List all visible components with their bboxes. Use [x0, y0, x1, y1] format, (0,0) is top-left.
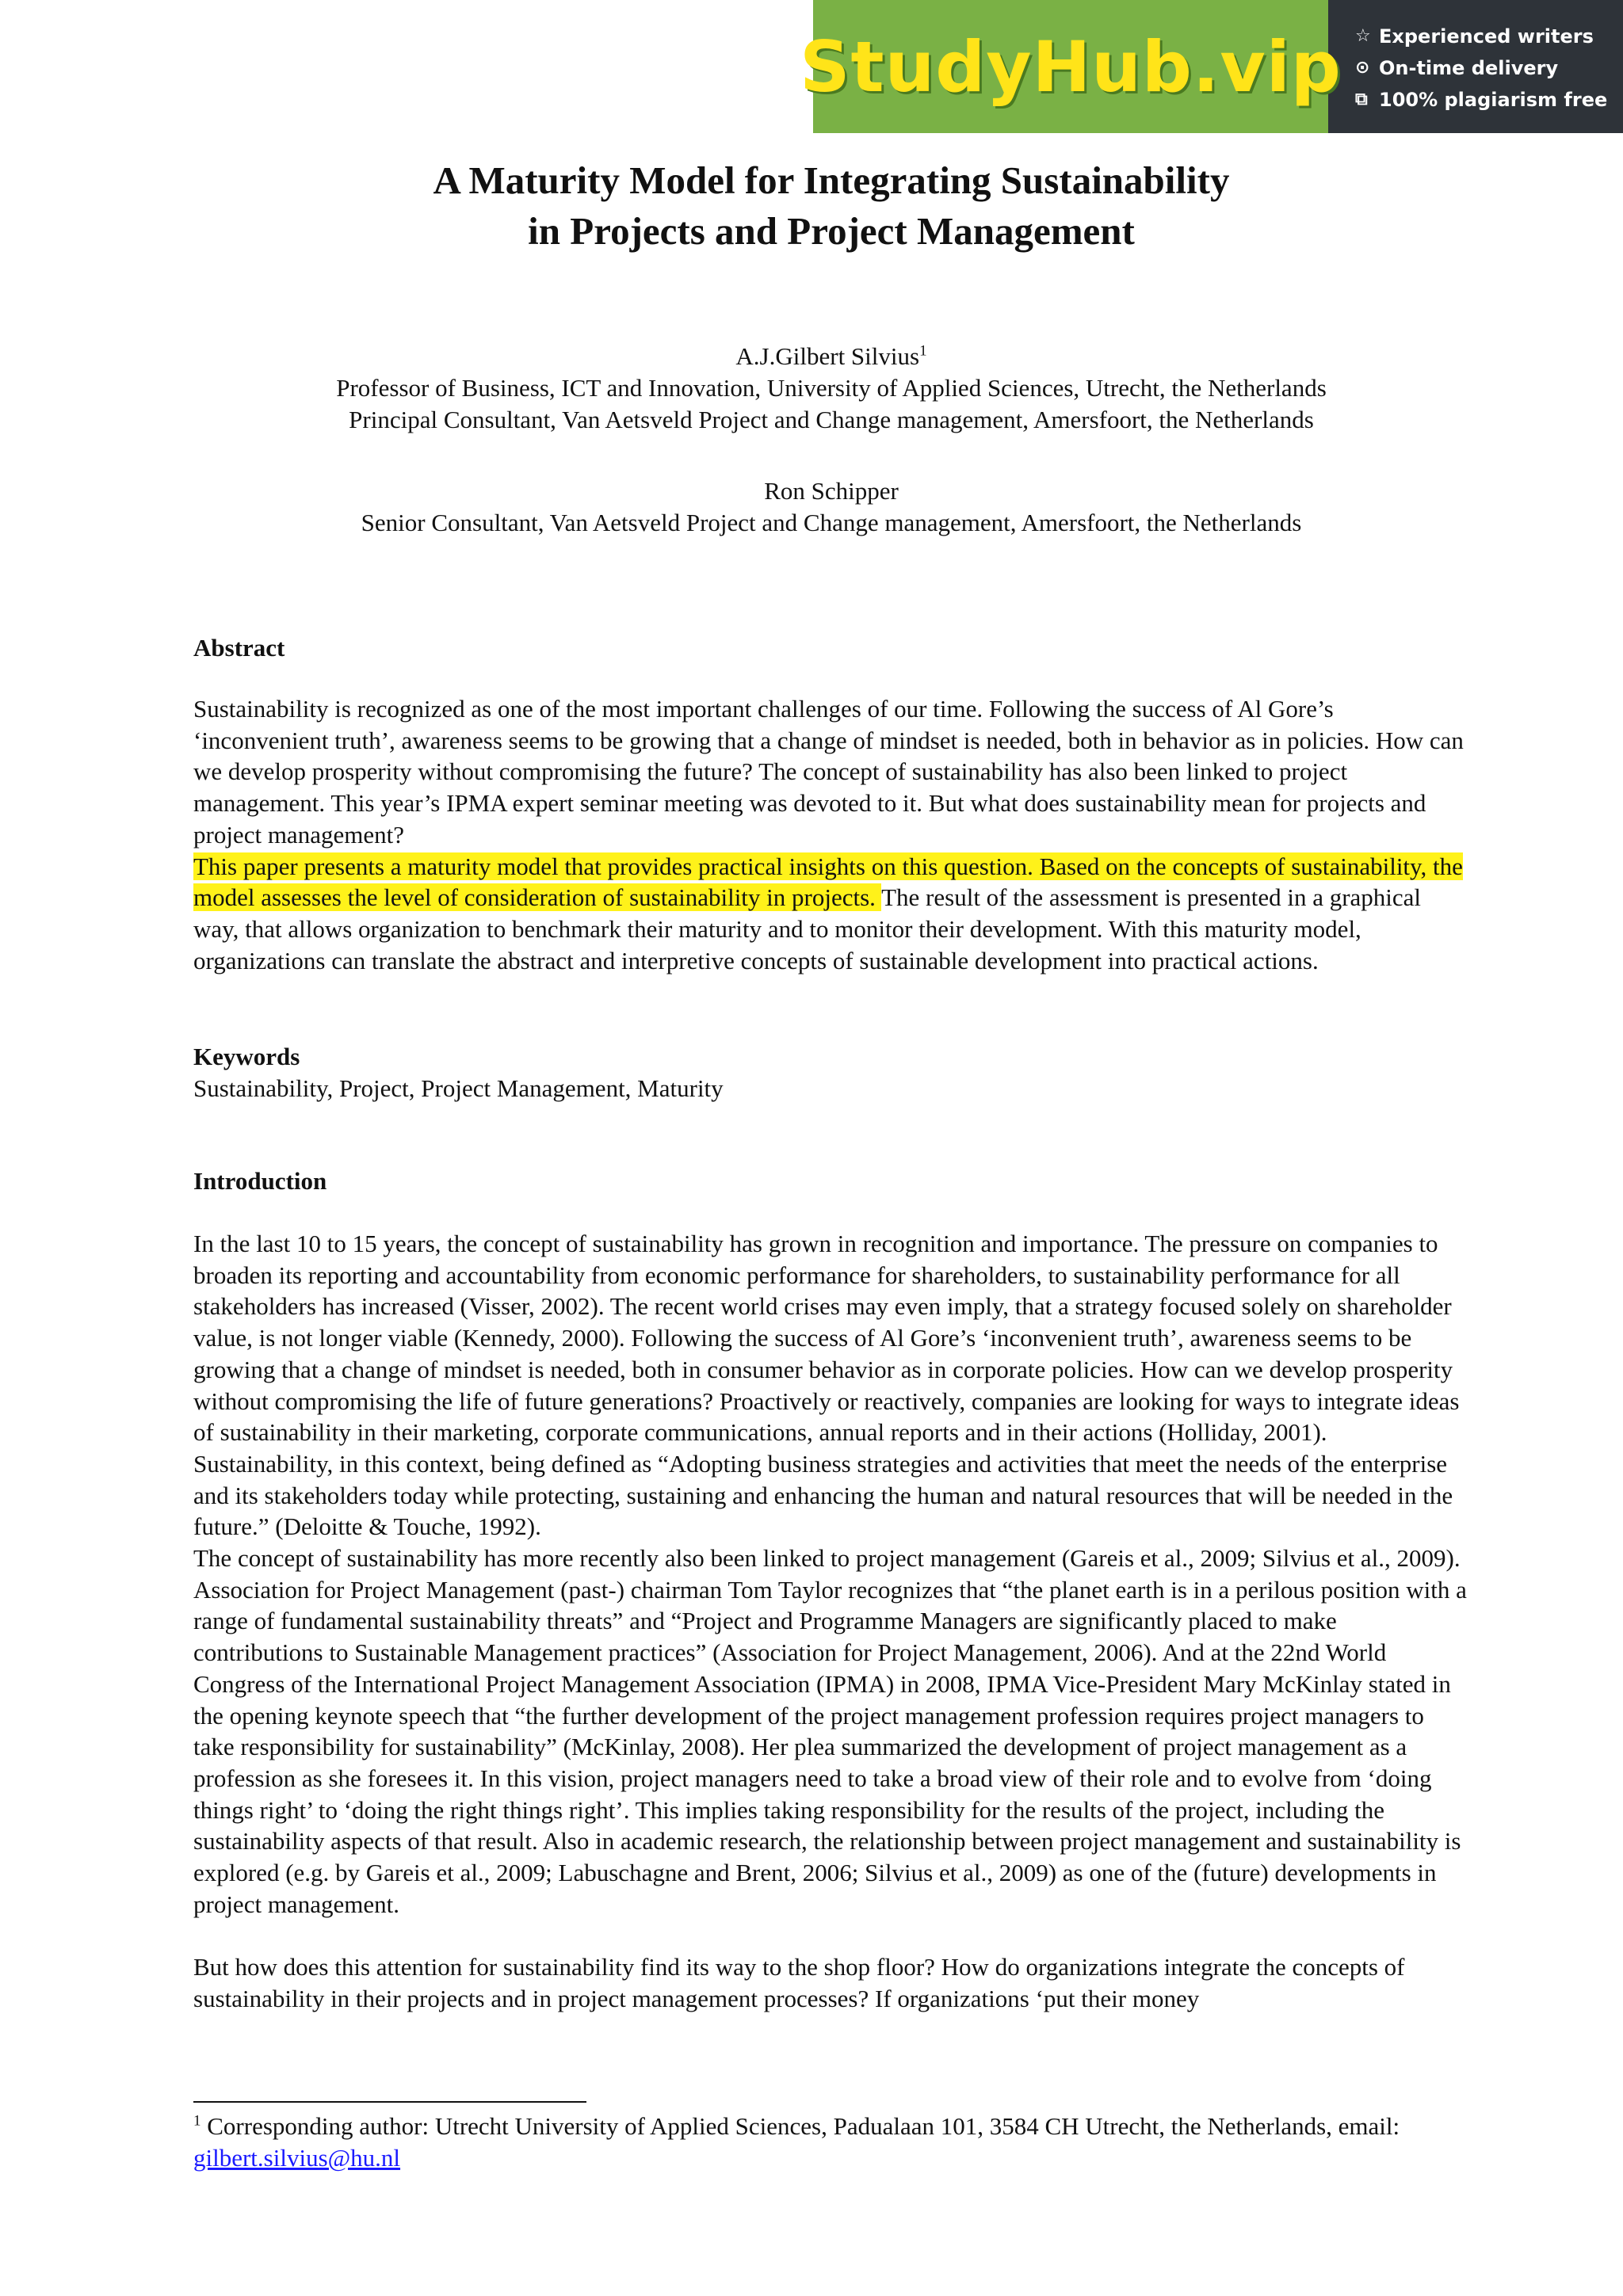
- feature-item: [1355, 52, 1617, 84]
- ad-banner[interactable]: [800, 0, 1623, 133]
- introduction-paragraph: The concept of sustainability has more recently also been linked to project management (Gareis et al., 2009; Silvius et al., 2009). Association for Project Management (past-) chairman Tom Taylor recognizes that “the planet earth is in a perilous position with a range of fundamental sustainability threats” and “Project and Programme Managers are significantly placed to make contributions to Sustainable Management practices” (Association for Project Management, 2006). And at the 22nd World Congress of the International Project Management Association (IPMA) in 2008, IPMA Vice-President Mary McKinlay stated in the opening keynote speech that “the further development of the project management profession requires project managers to take responsibility for sustainability” (McKinlay, 2008). Her plea summarized the development of project management as a profession as she foresees it. In this vision, project managers need to take a broad view of their role and to evolve from ‘doing things right’ to ‘doing the right things right’. This implies taking responsibility for the results of the project, including the sustainability aspects of that result. Also in academic research, the relationship between project management and sustainability is explored (e.g. by Gareis et al., 2009; Labuschagne and Brent, 2006; Silvius et al., 2009) as one of the (future) developments in project management.: [193, 1544, 1467, 1918]
- feature-text: 100% plagiarism free: [1379, 89, 1608, 111]
- keywords-list: Sustainability, Project, Project Management, Maturity: [193, 1074, 724, 1102]
- clock-icon: ⊙: [1355, 58, 1370, 78]
- author-block-2: [193, 475, 1469, 539]
- feature-item: [1355, 21, 1617, 52]
- footnote-marker: 1: [193, 2112, 201, 2130]
- introduction-body: [193, 1228, 1469, 2015]
- copy-icon: ⧉: [1355, 90, 1368, 109]
- highlighted-text: This paper presents a maturity model that provides practical insights on this question. Based on the concepts of sustainability, the model assesses the level of consideration of sustainability in projects.: [193, 852, 1463, 912]
- abstract-body: [193, 693, 1469, 976]
- author-affiliation: Principal Consultant, Van Aetsveld Project and Change management, Amersfoort, the Netherlands: [349, 406, 1314, 433]
- email-link[interactable]: gilbert.silvius@hu.nl: [193, 2144, 401, 2172]
- keywords-heading: Keywords: [193, 1043, 300, 1070]
- author-block-1: [193, 341, 1469, 436]
- brand-logo-box[interactable]: [800, 0, 1342, 133]
- introduction-paragraph: But how does this attention for sustainability find its way to the shop floor? How do organizations integrate the concepts of sustainability in their projects and in project management processes? If organizations ‘put their money: [193, 1953, 1405, 2013]
- author-affiliation: Senior Consultant, Van Aetsveld Project and Change management, Amersfoort, the Netherlands: [361, 509, 1302, 536]
- author-name: Ron Schipper: [764, 477, 899, 505]
- introduction-paragraph: In the last 10 to 15 years, the concept of sustainability has grown in recognition and importance. The pressure on companies to broaden its reporting and accountability from economic performance for shareholders, to sustainability performance for all stakeholders has increased (Visser, 2002). The recent world crises may even imply, that a strategy focused solely on shareholder value, is not longer viable (Kennedy, 2000). Following the success of Al Gore’s ‘inconvenient truth’, awareness seems to be growing that a change of mindset is needed, both in consumer behavior as in corporate policies. How can we develop prosperity without compromising the life of future generations? Proactively or reactively, companies are looking for ways to integrate ideas of sustainability in their marketing, corporate communications, annual reports and in their actions (Holliday, 2001). Sustainability, in this context, being defined as “Adopting business strategies and activities that meet the needs of the enterprise and its stakeholders today while protecting, sustaining and enhancing the human and natural resources that will be needed in the future.” (Deloitte & Touche, 1992).: [193, 1230, 1460, 1541]
- title-line-2: in Projects and Project Management: [528, 209, 1135, 253]
- footnote-marker[interactable]: 1: [919, 342, 927, 360]
- title-line-1: A Maturity Model for Integrating Sustainability: [433, 158, 1230, 202]
- brand-logo: StudyHub.vip: [800, 25, 1342, 108]
- feature-list: [1355, 21, 1617, 116]
- keywords-section: [193, 1041, 1469, 1104]
- footnote-divider: [193, 2101, 586, 2103]
- introduction-heading: Introduction: [193, 1167, 327, 1195]
- feature-text: On-time delivery: [1379, 57, 1559, 79]
- star-icon: ☆: [1355, 26, 1371, 46]
- author-affiliation: Professor of Business, ICT and Innovation, University of Applied Sciences, Utrecht, the Netherlands: [336, 374, 1327, 402]
- abstract-paragraph: Sustainability is recognized as one of the most important challenges of our time. Following the success of Al Gore’s ‘inconvenient truth’, awareness seems to be growing that a change of mindset is needed, both in behavior as in policies. How can we develop prosperity without compromising the future? The concept of sustainability has also been linked to project management. This year’s IPMA expert seminar meeting was devoted to it. But what does sustainability mean for projects and project management?: [193, 695, 1464, 849]
- abstract-paragraph: This paper presents a maturity model that provides practical insights on this question. Based on the concepts of sustainability, the model assesses the level of consideration of sustainability in projects. The result of the assessment is presented in a graphical way, that allows organization to benchmark their maturity and to monitor their development. With this maturity model, organizations can translate the abstract and interpretive concepts of sustainable development into practical actions.: [193, 852, 1463, 974]
- author-name: A.J.Gilbert Silvius$^1$: [735, 342, 927, 370]
- paper-title: [193, 155, 1469, 257]
- footnote: $^1$ Corresponding author: Utrecht University of Applied Sciences, Padualaan 101, 3584 CH Utrecht, the Netherlands, email: gilbert.silvius@hu.nl: [193, 2112, 1400, 2172]
- feature-text: Experienced writers: [1379, 25, 1594, 48]
- abstract-heading: Abstract: [193, 634, 285, 662]
- feature-item: [1355, 84, 1617, 116]
